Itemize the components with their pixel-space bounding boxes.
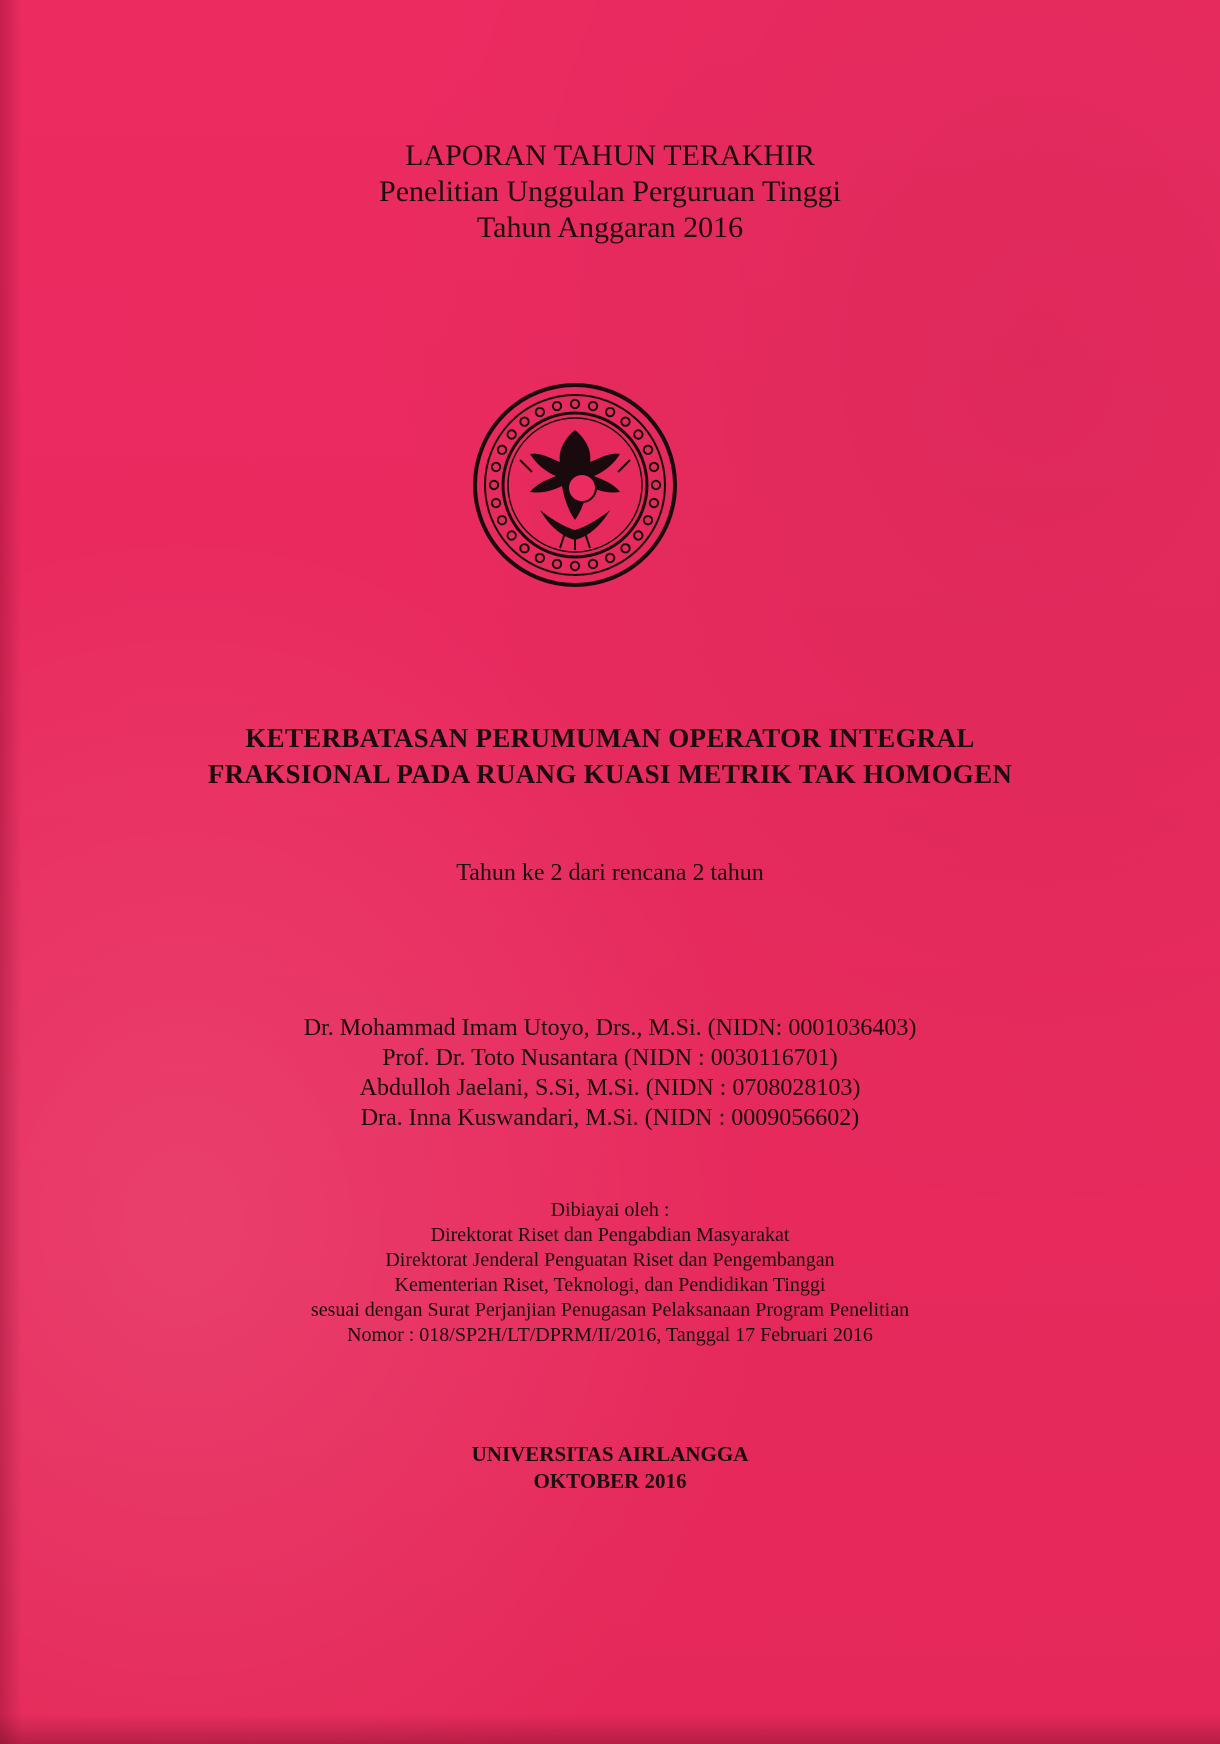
author-4: Dra. Inna Kuswandari, M.Si. (NIDN : 0009056602) <box>360 1105 860 1131</box>
report-footer <box>0 1442 1220 1496</box>
author-1: Dr. Mohammad Imam Utoyo, Drs., M.Si. (NIDN: 0001036403) <box>303 1015 917 1041</box>
author-list <box>0 1014 1220 1134</box>
title-line-1: KETERBATASAN PERUMUMAN OPERATOR INTEGRAL <box>245 723 975 753</box>
year-note: Tahun ke 2 dari rencana 2 tahun <box>456 860 764 886</box>
funding-line-5: Nomor : 018/SP2H/LT/DPRM/II/2016, Tanggal 17 Februari 2016 <box>347 1324 873 1346</box>
budget-year: Tahun Anggaran 2016 <box>476 211 744 244</box>
funding-line-3: Kementerian Riset, Teknologi, dan Pendidikan Tinggi <box>394 1274 826 1296</box>
funding-statement <box>0 1198 1220 1348</box>
report-date: OKTOBER 2016 <box>533 1469 687 1493</box>
author-3: Abdulloh Jaelani, S.Si, M.Si. (NIDN : 0708028103) <box>359 1075 861 1101</box>
research-program: Penelitian Unggulan Perguruan Tinggi <box>379 175 841 208</box>
funding-line-4: sesuai dengan Surat Perjanjian Penugasan Pelaksanaan Program Penelitian <box>310 1299 910 1321</box>
funding-line-2: Direktorat Jenderal Penguatan Riset dan Pengembangan <box>385 1249 835 1271</box>
title-line-2: FRAKSIONAL PADA RUANG KUASI METRIK TAK HOMOGEN <box>207 759 1013 789</box>
author-2: Prof. Dr. Toto Nusantara (NIDN : 0030116701) <box>382 1045 838 1071</box>
report-header <box>0 138 1220 246</box>
report-type: LAPORAN TAHUN TERAKHIR <box>405 139 815 172</box>
funding-heading: Dibiayai oleh : <box>550 1199 670 1221</box>
cover-bottom-shadow <box>0 1714 1220 1744</box>
report-title <box>0 722 1220 794</box>
university-seal-icon <box>470 380 680 590</box>
funding-line-1: Direktorat Riset dan Pengabdian Masyarakat <box>430 1224 790 1246</box>
institution-name: UNIVERSITAS AIRLANGGA <box>471 1442 749 1466</box>
